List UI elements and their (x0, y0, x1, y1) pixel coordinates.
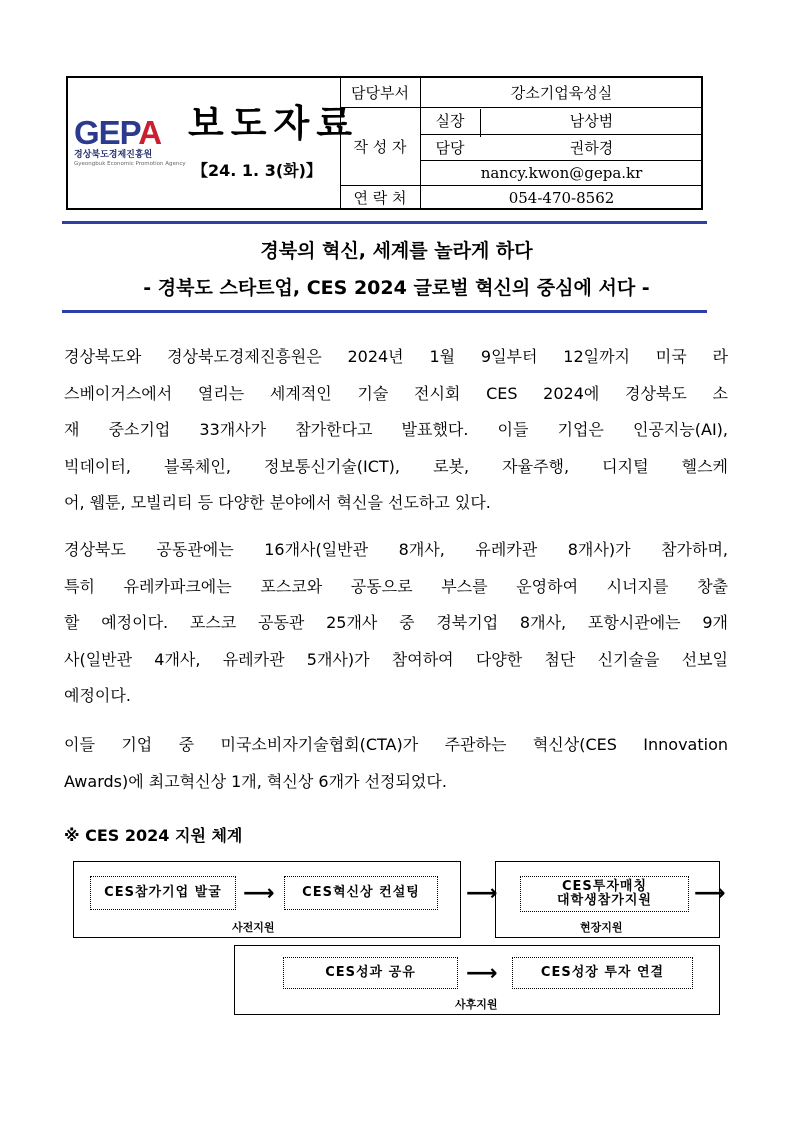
sub-headline: - 경북도 스타트업, CES 2024 글로벌 혁신의 중심에 서다 - (143, 277, 650, 299)
arrow-icon: ⟶ (466, 961, 498, 986)
paragraph-line: 재 중소기업 33개사가 참가한다고 발표했다. 이들 기업은 인공지능(AI), (64, 420, 728, 439)
logo-mark-text: GEP (74, 114, 139, 151)
arrow-icon: ⟶ (694, 881, 726, 906)
paragraph-line: Awards)에 최고혁신상 1개, 혁신상 6개가 선정되었다. (64, 771, 447, 791)
header-brand-area (68, 78, 359, 208)
staff-value: 권하경 (569, 138, 614, 157)
chief-value: 남상범 (569, 112, 614, 130)
title-bottom-rule (62, 310, 707, 313)
paragraph-3 (64, 727, 728, 800)
staff-label: 담당 (435, 138, 465, 157)
paragraph-2 (64, 532, 728, 715)
email-link[interactable]: nancy.kwon@gepa.kr (480, 163, 643, 182)
contact-label: 연 락 처 (353, 189, 407, 207)
dept-value: 강소기업육성실 (510, 84, 613, 102)
arrow-icon: ⟶ (466, 881, 498, 906)
group-label-onsite: 현장지원 (580, 921, 623, 934)
paragraph-line: 경상북도 공동관에는 16개사(일반관 8개사, 유레카관 8개사)가 참가하며, (64, 540, 728, 559)
arrow-icon: ⟶ (243, 881, 275, 906)
paragraph-line: 예정이다. (64, 686, 131, 705)
step-investment-matching (520, 876, 689, 912)
group-label-post: 사후지원 (455, 998, 498, 1011)
gepa-logo (74, 114, 186, 167)
logo-mark-accent: A (138, 114, 162, 151)
press-header-table (66, 76, 703, 210)
logo-en-name: Gyeongbuk Economic Promotion Agency (74, 161, 186, 167)
author-label: 작 성 자 (353, 137, 407, 156)
step-find-companies: CES참가기업 발굴 (90, 876, 236, 910)
paragraph-line: 할 예정이다. 포스코 공동관 25개사 중 경북기업 8개사, 포항시관에는 9개 (64, 613, 728, 632)
chief-label: 실장 (435, 112, 465, 130)
paragraph-line: 빅데이터, 블록체인, 정보통신기술(ICT), 로봇, 자율주행, 디지털 헬스케 (64, 456, 728, 476)
paragraph-line: 특히 유레카파크에는 포스코와 공동으로 부스를 운영하여 시너지를 창출 (64, 576, 728, 596)
paragraph-line: 이들 기업 중 미국소비자기술협회(CTA)가 주관하는 혁신상(CES Innovation (64, 735, 728, 754)
release-date: 【24. 1. 3(화)】 (192, 161, 322, 180)
headline: 경북의 혁신, 세계를 놀라게 하다 (260, 240, 533, 262)
step-innovation-consulting: CES혁신상 컨설팅 (284, 876, 438, 910)
paragraph-line: 스베이거스에서 열리는 세계적인 기술 전시회 CES 2024에 경상북도 소 (64, 383, 728, 403)
logo-kr-name: 경상북도경제진흥원 (74, 150, 153, 160)
paragraph-line: 어, 웹툰, 모빌리티 등 다양한 분야에서 혁신을 선도하고 있다. (64, 493, 491, 512)
paragraph-line: 사(일반관 4개사, 유레카관 5개사)가 참여하여 다양한 첨단 신기술을 선보일 (64, 649, 728, 669)
step-investment-line1: CES투자매칭 (561, 879, 648, 894)
paragraph-line: 경상북도와 경상북도경제진흥원은 2024년 1월 9일부터 12일까지 미국 라 (64, 347, 728, 366)
step-growth-investment: CES성장 투자 연결 (512, 957, 693, 989)
paragraph-1 (64, 339, 728, 522)
press-release-title: 보도자료 (188, 102, 359, 145)
support-system-heading: ※ CES 2024 지원 체계 (64, 826, 243, 845)
contact-value: 054-470-8562 (508, 188, 615, 207)
dept-label: 담당부서 (351, 84, 409, 102)
group-label-pre: 사전지원 (232, 921, 275, 934)
title-top-rule (62, 221, 707, 224)
step-share-results: CES성과 공유 (283, 957, 458, 989)
step-investment-line2: 대학생참가지원 (557, 893, 652, 908)
gepa-logo-mark (74, 116, 182, 150)
